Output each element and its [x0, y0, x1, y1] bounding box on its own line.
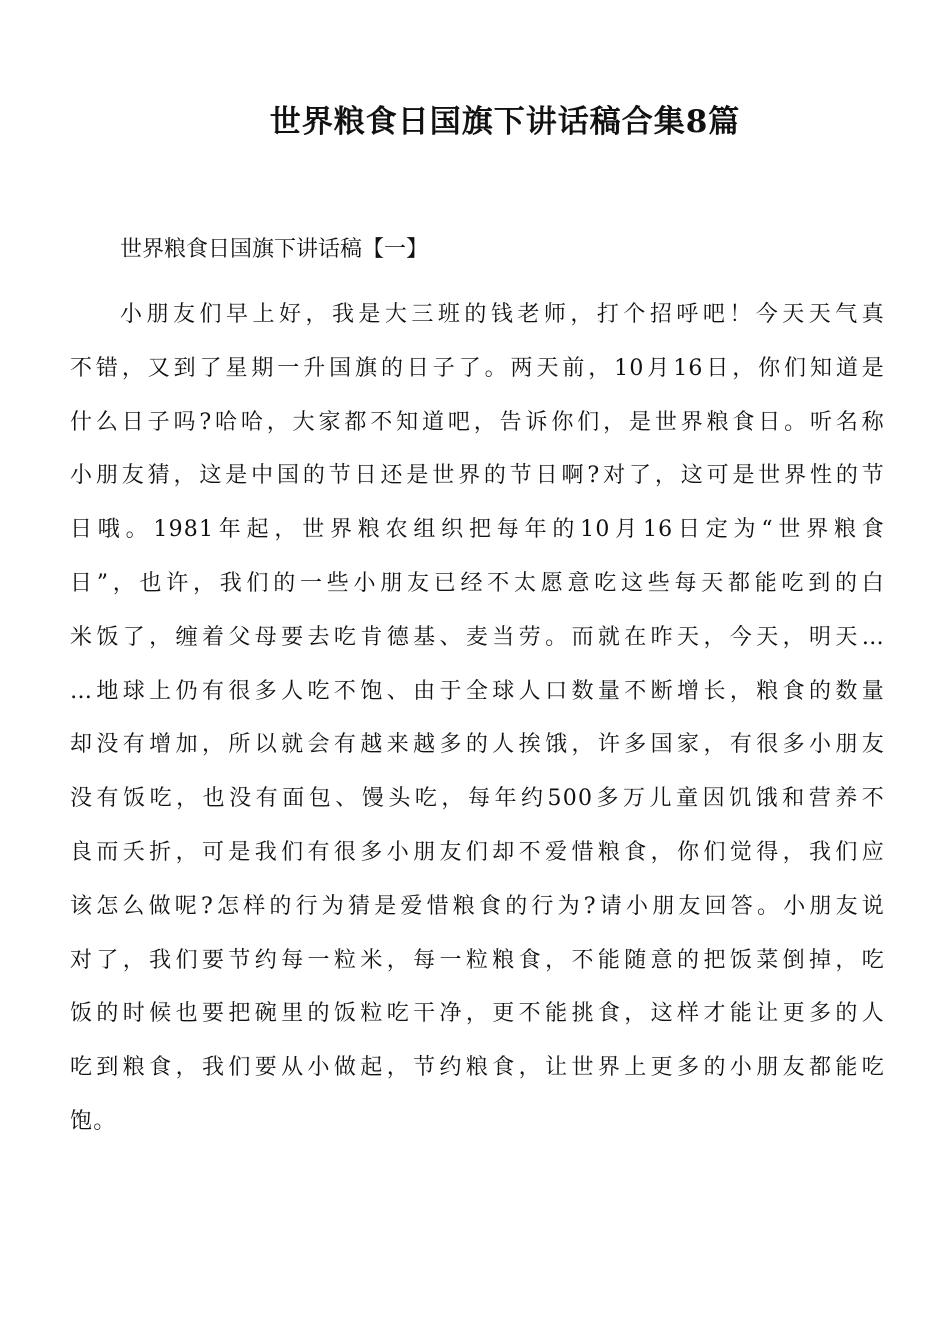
paragraph-line: …地球上仍有很多人吃不饱、由于全球人口数量不断增长，粮食的数量: [70, 678, 885, 704]
document-title: 世界粮食日国旗下讲话稿合集8篇: [269, 104, 741, 140]
paragraph-line: 没有饭吃，也没有面包、馒头吃，每年约500多万儿童因饥饿和营养不: [70, 786, 885, 812]
paragraph-line: 小朋友猜，这是中国的节日还是世界的节日啊?对了，这可是世界性的节: [70, 463, 885, 489]
paragraph-line: 饭的时候也要把碗里的饭粒吃干净，更不能挑食，这样才能让更多的人: [70, 1001, 885, 1027]
paragraph-line: 日哦。1981年起，世界粮农组织把每年的10月16日定为“世界粮食: [70, 517, 885, 543]
paragraph-line: 饱。: [70, 1108, 117, 1134]
paragraph-line: 不错，又到了星期一升国旗的日子了。两天前，10月16日，你们知道是: [70, 355, 885, 381]
paragraph-line: 良而夭折，可是我们有很多小朋友们却不爱惜粮食，你们觉得，我们应: [70, 839, 885, 865]
paragraph-line: 什么日子吗?哈哈，大家都不知道吧，告诉你们，是世界粮食日。听名称: [70, 409, 885, 435]
paragraph-line: 对了，我们要节约每一粒米，每一粒粮食，不能随意的把饭菜倒掉，吃: [70, 947, 885, 973]
paragraph-line: 吃到粮食，我们要从小做起，节约粮食，让世界上更多的小朋友都能吃: [70, 1055, 885, 1081]
paragraph-line: 小朋友们早上好，我是大三班的钱老师，打个招呼吧！今天天气真: [120, 302, 885, 327]
paragraph-line: 该怎么做呢?怎样的行为猜是爱惜粮食的行为?请小朋友回答。小朋友说: [70, 893, 885, 919]
section-heading: 世界粮食日国旗下讲话稿【一】: [120, 237, 429, 262]
paragraph-line: 却没有增加，所以就会有越来越多的人挨饿，许多国家，有很多小朋友: [70, 732, 885, 758]
body-paragraph: [70, 288, 885, 1149]
paragraph-line: 日”，也许，我们的一些小朋友已经不太愿意吃这些每天都能吃到的白: [70, 570, 885, 596]
paragraph-line: 米饭了，缠着父母要去吃肯德基、麦当劳。而就在昨天，今天，明天…: [70, 624, 885, 650]
